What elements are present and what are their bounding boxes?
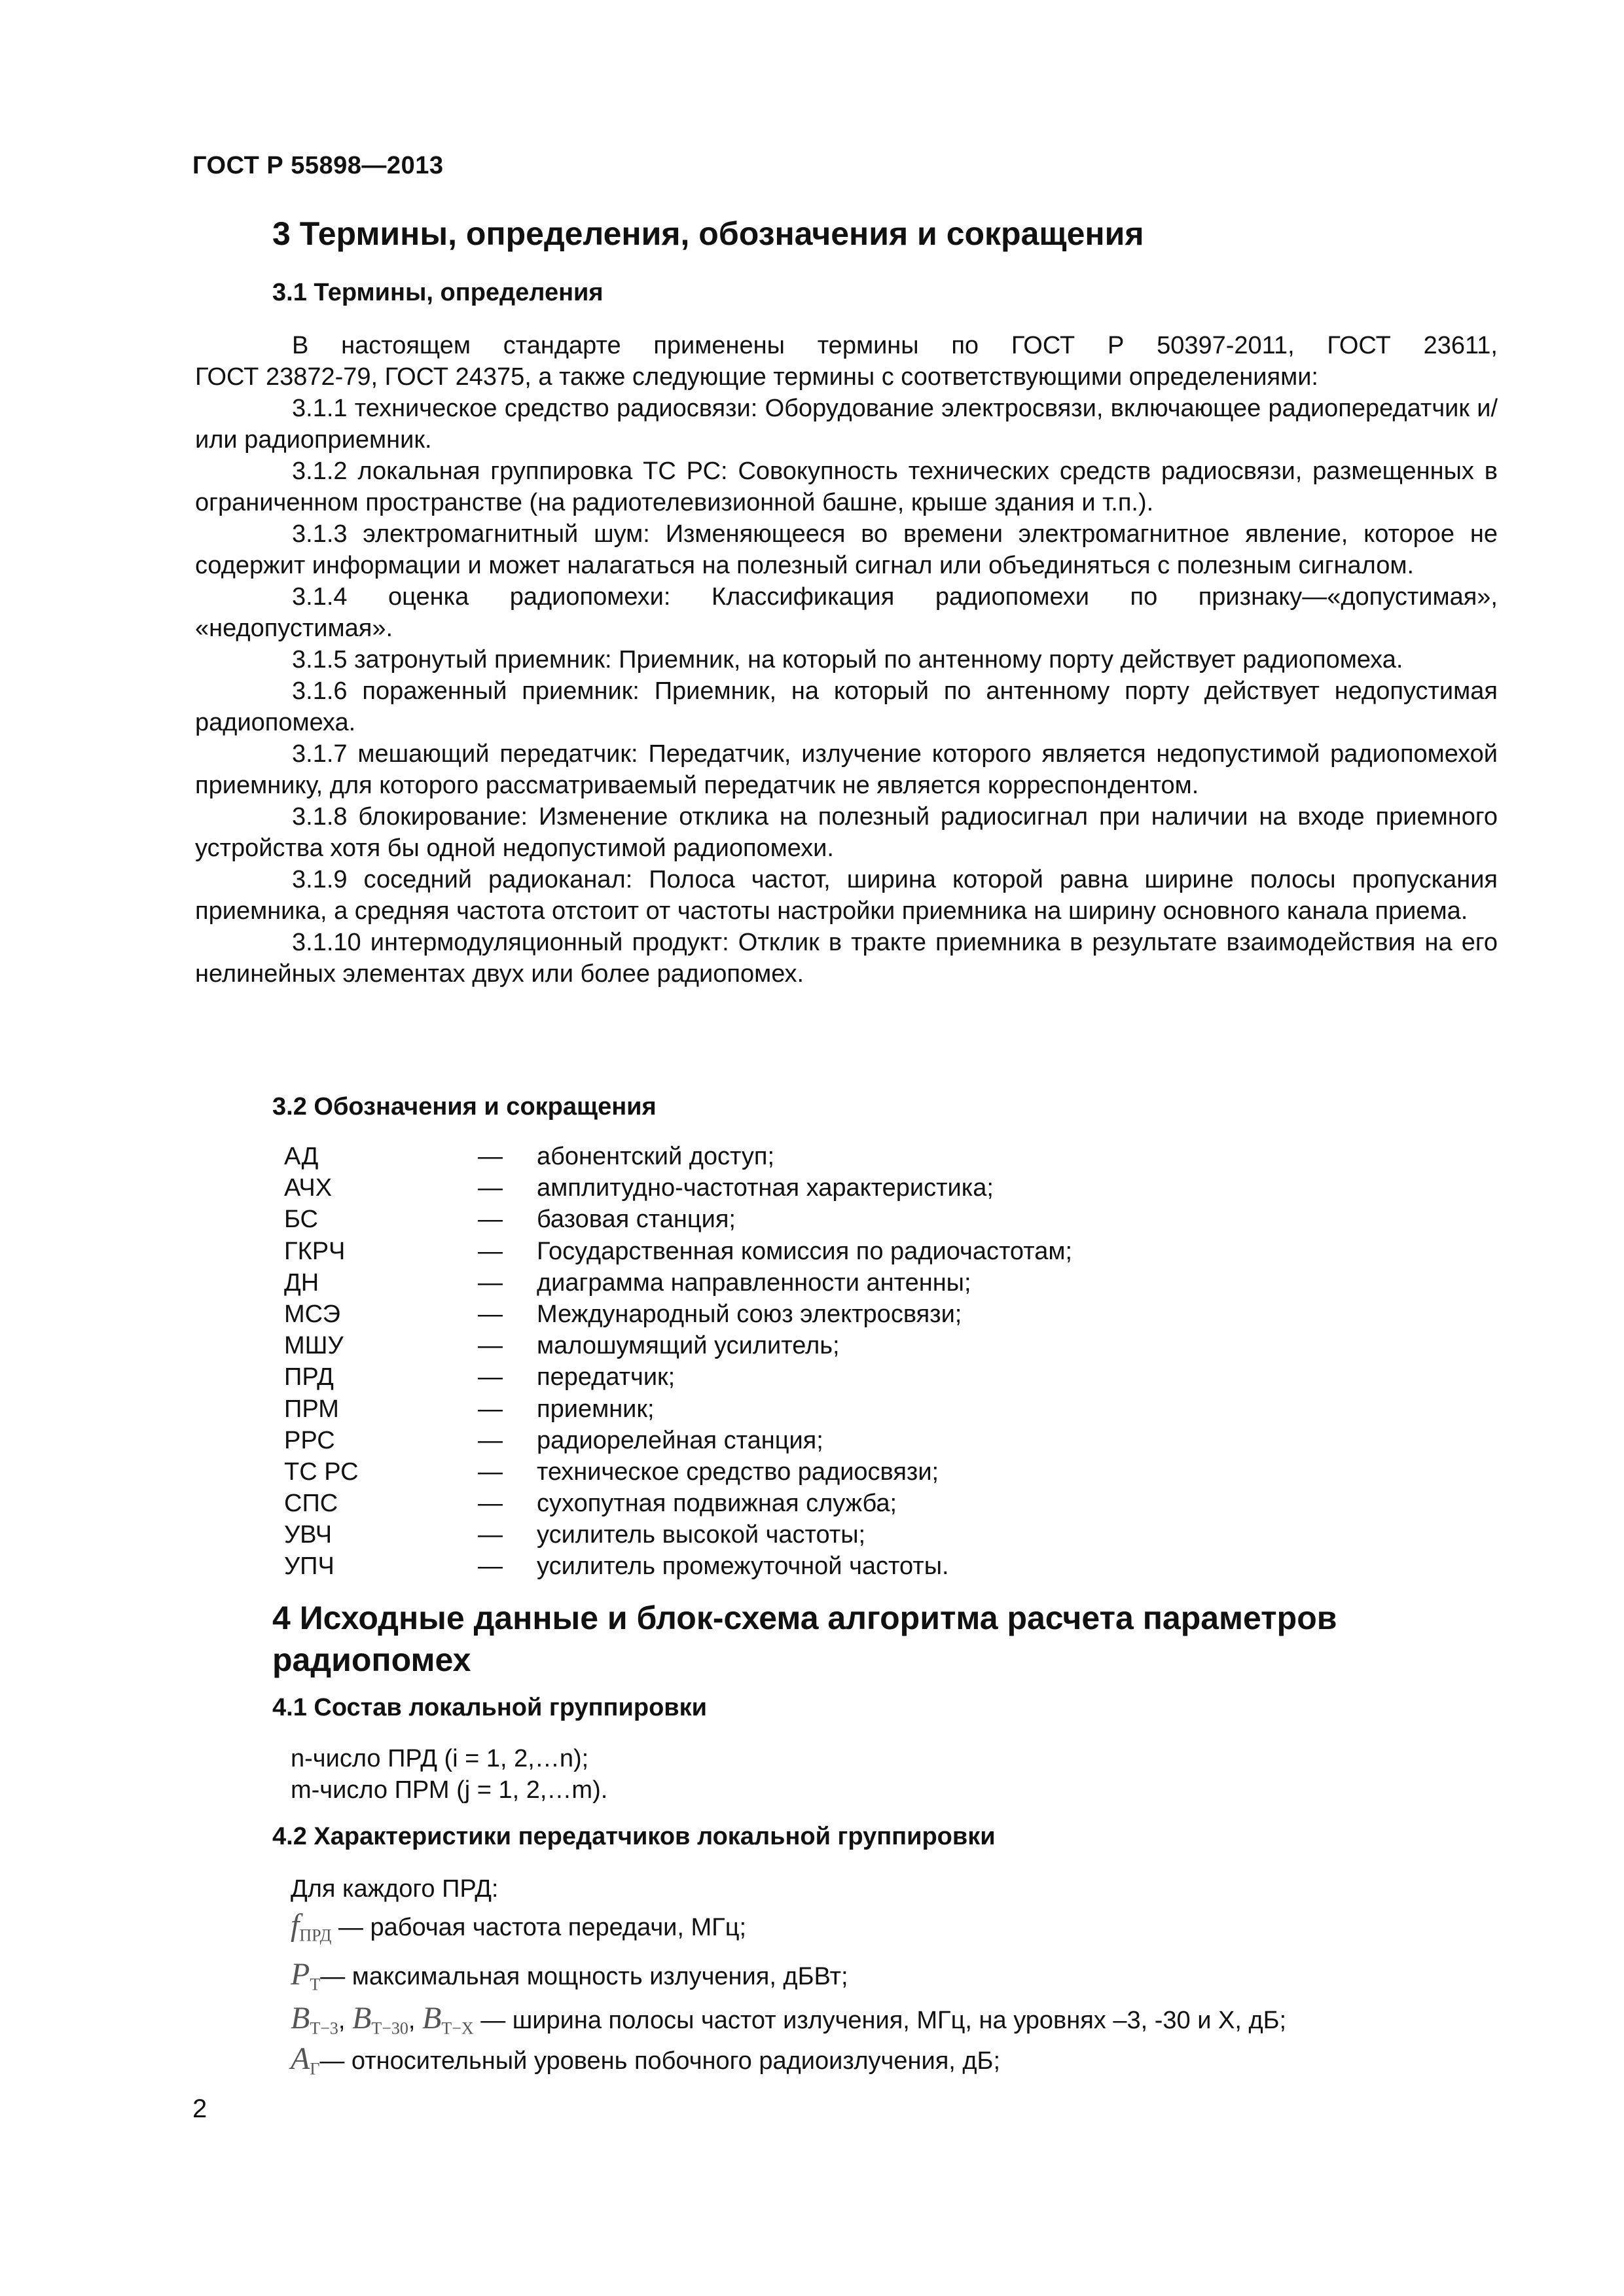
subsection-3-1-title: 3.1 Термины, определения — [272, 279, 604, 306]
term-definition — [195, 581, 1498, 644]
term-number: 3.1.9 — [292, 866, 348, 893]
term-definition — [195, 864, 1498, 927]
term-definition — [195, 927, 1498, 990]
abbreviation-dash: — — [478, 1206, 503, 1234]
subsection-3-2-title: 3.2 Обозначения и сокращения — [272, 1093, 657, 1121]
abbreviation-text: передатчик; — [537, 1363, 676, 1391]
param-power-text: — максимальная мощность излучения, дБВт; — [320, 1963, 848, 1990]
abbreviation-code: ПРМ — [284, 1395, 339, 1423]
abbreviation-dash: — — [478, 1521, 503, 1549]
term-name: техническое средство радиосвязи: — [354, 395, 758, 422]
term-number: 3.1.8 — [292, 803, 348, 831]
param-power — [291, 1959, 848, 2001]
transmitter-count-line: n-число ПРД (i = 1, 2,…n); — [291, 1745, 589, 1772]
term-text: Передатчик, излучение которого является недопустимой радиопомехой приемнику, для которого рассматриваемый передатчик не является корреспондентом. — [195, 740, 1498, 799]
abbreviation-dash: — — [478, 1268, 503, 1297]
abbreviation-code: УВЧ — [284, 1521, 333, 1549]
abbreviation-code: МШУ — [284, 1332, 344, 1360]
term-definition — [195, 456, 1498, 518]
symbol-b3-sub: Т−X — [441, 2018, 474, 2038]
symbol-a: A — [291, 2041, 310, 2076]
abbreviation-row — [284, 1551, 1072, 1582]
abbreviation-row — [284, 1519, 1072, 1551]
term-text: Классификация радиопомехи по признаку—«допустимая», «недопустимая». — [195, 583, 1498, 642]
abbreviation-dash: — — [478, 1143, 503, 1170]
symbol-p: P — [291, 1957, 310, 1992]
abbreviation-text: техническое средство радиосвязи; — [537, 1458, 939, 1486]
term-definition — [195, 518, 1498, 581]
term-number: 3.1.10 — [292, 929, 361, 956]
term-name: соседний радиоканал: — [363, 866, 633, 893]
abbreviation-row — [284, 1425, 1072, 1456]
abbreviation-code: БС — [284, 1206, 318, 1234]
term-text: Отклик в тракте приемника в результате взаимодействия на его нелинейных элементах двух или более радиопомех. — [195, 929, 1498, 988]
abbreviation-code: УПЧ — [284, 1552, 334, 1581]
standard-number: ГОСТ Р 55898—2013 — [192, 152, 444, 179]
symbol-b2: B — [352, 2001, 372, 2036]
abbreviation-text: усилитель высокой частоты; — [537, 1521, 866, 1549]
subsection-4-1-title: 4.1 Состав локальной группировки — [272, 1694, 708, 1721]
symbol-b1: B — [291, 2001, 310, 2036]
abbreviation-code: АД — [284, 1143, 319, 1170]
symbol-a-sub: Г — [310, 2059, 320, 2079]
param-spurious — [291, 2043, 1000, 2085]
abbreviation-dash: — — [478, 1332, 503, 1360]
abbreviation-code: ТС РС — [284, 1458, 359, 1486]
abbreviation-code: СПС — [284, 1490, 338, 1518]
abbreviation-row — [284, 1393, 1072, 1425]
abbreviation-code: ГКРЧ — [284, 1237, 346, 1265]
abbreviation-row — [284, 1330, 1072, 1361]
param-spurious-text: — относительный уровень побочного радиоизлучения, дБ; — [319, 2047, 1001, 2075]
term-definition — [195, 738, 1498, 801]
section-3-title: 3 Термины, определения, обозначения и сокращения — [272, 215, 1144, 252]
subsection-4-2-title: 4.2 Характеристики передатчиков локальной группировки — [272, 1823, 996, 1850]
term-number: 3.1.7 — [292, 740, 348, 768]
abbreviation-dash: — — [478, 1490, 503, 1518]
abbreviation-dash: — — [478, 1395, 503, 1423]
abbreviation-dash: — — [478, 1300, 503, 1328]
param-frequency-text: — рабочая частота передачи, МГц; — [331, 1914, 747, 1941]
term-text: Приемник, на который по антенному порту действует недопустимая радиопомеха. — [195, 677, 1498, 736]
abbreviation-row — [284, 1204, 1072, 1235]
abbreviation-row — [284, 1488, 1072, 1519]
page-number: 2 — [192, 2094, 208, 2123]
abbreviation-text: базовая станция; — [537, 1206, 736, 1234]
term-name: локальная группировка ТС РС: — [357, 457, 728, 485]
abbreviation-dash: — — [478, 1552, 503, 1581]
term-text: Приемник, на который по антенному порту действует радиопомеха. — [619, 646, 1403, 673]
term-text: Совокупность технических средств радиосвязи, размещенных в ограниченном пространстве (на радиотелевизионной башне, крыше здания и т.п.). — [195, 457, 1498, 516]
term-name: электромагнитный шум: — [363, 520, 650, 548]
abbreviation-text: Государственная комиссия по радиочастотам; — [537, 1237, 1073, 1265]
term-text: Изменение отклика на полезный радиосигнал при наличии на входе приемного устройства хотя бы одной недопустимой радиопомехи. — [195, 803, 1498, 862]
abbreviation-dash: — — [478, 1174, 503, 1202]
term-number: 3.1.3 — [292, 520, 348, 548]
abbreviation-text: диаграмма направленности антенны; — [537, 1268, 971, 1297]
param-frequency — [291, 1910, 746, 1952]
term-name: блокирование: — [358, 803, 528, 831]
for-each-transmitter: Для каждого ПРД: — [291, 1875, 499, 1903]
term-name: пораженный приемник: — [362, 677, 640, 705]
term-number: 3.1.1 — [292, 395, 348, 422]
abbreviation-text: амплитудно-частотная характеристика; — [537, 1174, 994, 1202]
abbreviation-row — [284, 1236, 1072, 1267]
group-composition — [291, 1743, 607, 1806]
abbreviation-row — [284, 1361, 1072, 1393]
term-name: интермодуляционный продукт: — [370, 929, 729, 956]
abbreviation-row — [284, 1267, 1072, 1299]
symbol-p-sub: Т — [310, 1975, 321, 1994]
section-4-title: 4 Исходные данные и блок-схема алгоритма расчета параметров радиопомех — [272, 1600, 1337, 1678]
term-name: затронутый приемник: — [354, 646, 612, 673]
term-text: Оборудование электросвязи, включающее радиопередатчик и/или радиоприемник. — [195, 395, 1498, 454]
receiver-count-line: m-число ПРМ (j = 1, 2,…m). — [291, 1776, 608, 1804]
term-number: 3.1.6 — [292, 677, 348, 705]
abbreviation-text: радиорелейная станция; — [537, 1426, 823, 1454]
term-definition — [195, 801, 1498, 864]
term-number: 3.1.5 — [292, 646, 348, 673]
symbol-b1-sub: Т−3 — [310, 2018, 338, 2038]
term-text: Полоса частот, ширина которой равна ширине полосы пропускания приемника, а средняя частота отстоит от частоты настройки приемника на ширину основного канала приема. — [195, 866, 1498, 925]
term-definition — [195, 644, 1498, 675]
abbreviation-code: РРС — [284, 1426, 335, 1454]
term-number: 3.1.4 — [292, 583, 348, 611]
symbol-f-sub: ПРД — [299, 1926, 332, 1945]
symbol-f: f — [291, 1908, 300, 1943]
terms-list — [195, 393, 1498, 990]
abbreviation-text: усилитель промежуточной частоты. — [537, 1552, 949, 1581]
abbreviation-text: приемник; — [537, 1395, 655, 1423]
term-definition — [195, 393, 1498, 456]
abbreviation-text: сухопутная подвижная служба; — [537, 1490, 897, 1518]
abbreviation-text: абонентский доступ; — [537, 1143, 775, 1170]
abbreviation-dash: — — [478, 1363, 503, 1391]
term-number: 3.1.2 — [292, 457, 348, 485]
term-definition — [195, 675, 1498, 738]
abbreviation-code: ДН — [284, 1268, 319, 1297]
abbreviation-text: Международный союз электросвязи; — [537, 1300, 962, 1328]
term-text: Изменяющееся во времени электромагнитное явление, которое не содержит информации и может налагаться на полезный сигнал или объединяться с полезным сигналом. — [195, 520, 1498, 579]
abbreviation-code: АЧХ — [284, 1174, 333, 1202]
abbreviation-dash: — — [478, 1458, 503, 1486]
abbreviation-row — [284, 1172, 1072, 1204]
term-name: оценка радиопомехи: — [388, 583, 671, 611]
abbreviation-dash: — — [478, 1426, 503, 1454]
abbreviation-list — [284, 1141, 1072, 1583]
abbreviation-code: МСЭ — [284, 1300, 340, 1328]
abbreviation-text: малошумящий усилитель; — [537, 1332, 840, 1360]
symbol-b2-sub: Т−30 — [371, 2018, 408, 2038]
abbreviation-dash: — — [478, 1237, 503, 1265]
param-bandwidth-text: — ширина полосы частот излучения, МГц, на уровнях –3, -30 и Х, дБ; — [473, 2007, 1287, 2034]
abbreviation-row — [284, 1456, 1072, 1488]
term-name: мешающий передатчик: — [357, 740, 638, 768]
intro-line-1: В настоящем стандарте применены термины по ГОСТ Р 50397-2011, ГОСТ 23611, — [292, 332, 1498, 359]
terms-body — [195, 330, 1498, 990]
abbreviation-code: ПРД — [284, 1363, 334, 1391]
abbreviation-row — [284, 1299, 1072, 1330]
symbol-b3: B — [422, 2001, 442, 2036]
intro-line-2: ГОСТ 23872-79, ГОСТ 24375, а также следующие термины с соответствующими определениями: — [195, 363, 1318, 391]
abbreviation-row — [284, 1141, 1072, 1172]
param-bandwidth: $B_{Т-3}$, $B_{Т-30}$, $B_{Т-X}$ — ширина полосы частот излучения, МГц, на уровнях –3, -30 и Х, дБ; — [291, 2001, 1287, 2038]
